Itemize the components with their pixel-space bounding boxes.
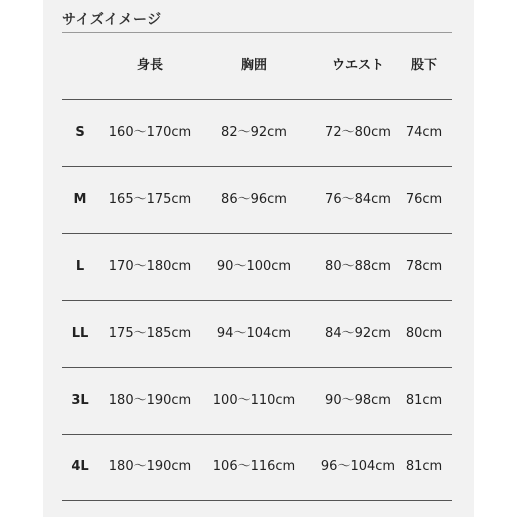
size-label: S [75,125,85,140]
inseam-value: 81cm [405,393,443,408]
table-row [62,368,452,435]
inseam-value: 78cm [405,259,443,274]
header-height: 身長 [136,58,163,73]
size-label: LL [71,326,89,341]
size-label: M [73,192,87,207]
header-inseam: 股下 [410,58,437,73]
chest-value: 82〜92cm [221,125,287,140]
chest-value: 100〜110cm [212,393,296,408]
size-label: 4L [71,459,89,474]
height-value: 165〜175cm [108,192,192,207]
chest-value: 90〜100cm [216,259,292,274]
table-row [62,167,452,234]
table-row [62,100,452,167]
section-title: サイズイメージ [62,12,162,28]
inseam-value: 76cm [405,192,443,207]
waist-value: 76〜84cm [325,192,391,207]
waist-value: 80〜88cm [325,259,391,274]
chest-value: 94〜104cm [216,326,292,341]
inseam-value: 74cm [405,125,443,140]
header-chest: 胸囲 [240,58,267,73]
header-size [62,33,98,99]
inseam-value: 80cm [405,326,443,341]
header-waist: ウエスト [331,58,384,73]
size-label: L [75,259,85,274]
height-value: 170〜180cm [108,259,192,274]
height-value: 180〜190cm [108,393,192,408]
chest-value: 86〜96cm [221,192,287,207]
waist-value: 96〜104cm [320,459,396,474]
chest-value: 106〜116cm [212,459,296,474]
size-label: 3L [71,393,89,408]
waist-value: 90〜98cm [325,393,391,408]
table-header [62,33,452,100]
waist-value: 72〜80cm [325,125,391,140]
height-value: 175〜185cm [108,326,192,341]
table-row [62,301,452,368]
height-value: 160〜170cm [108,125,192,140]
waist-value: 84〜92cm [325,326,391,341]
table-row [62,234,452,301]
height-value: 180〜190cm [108,459,192,474]
inseam-value: 81cm [405,459,443,474]
table-row [62,434,452,501]
